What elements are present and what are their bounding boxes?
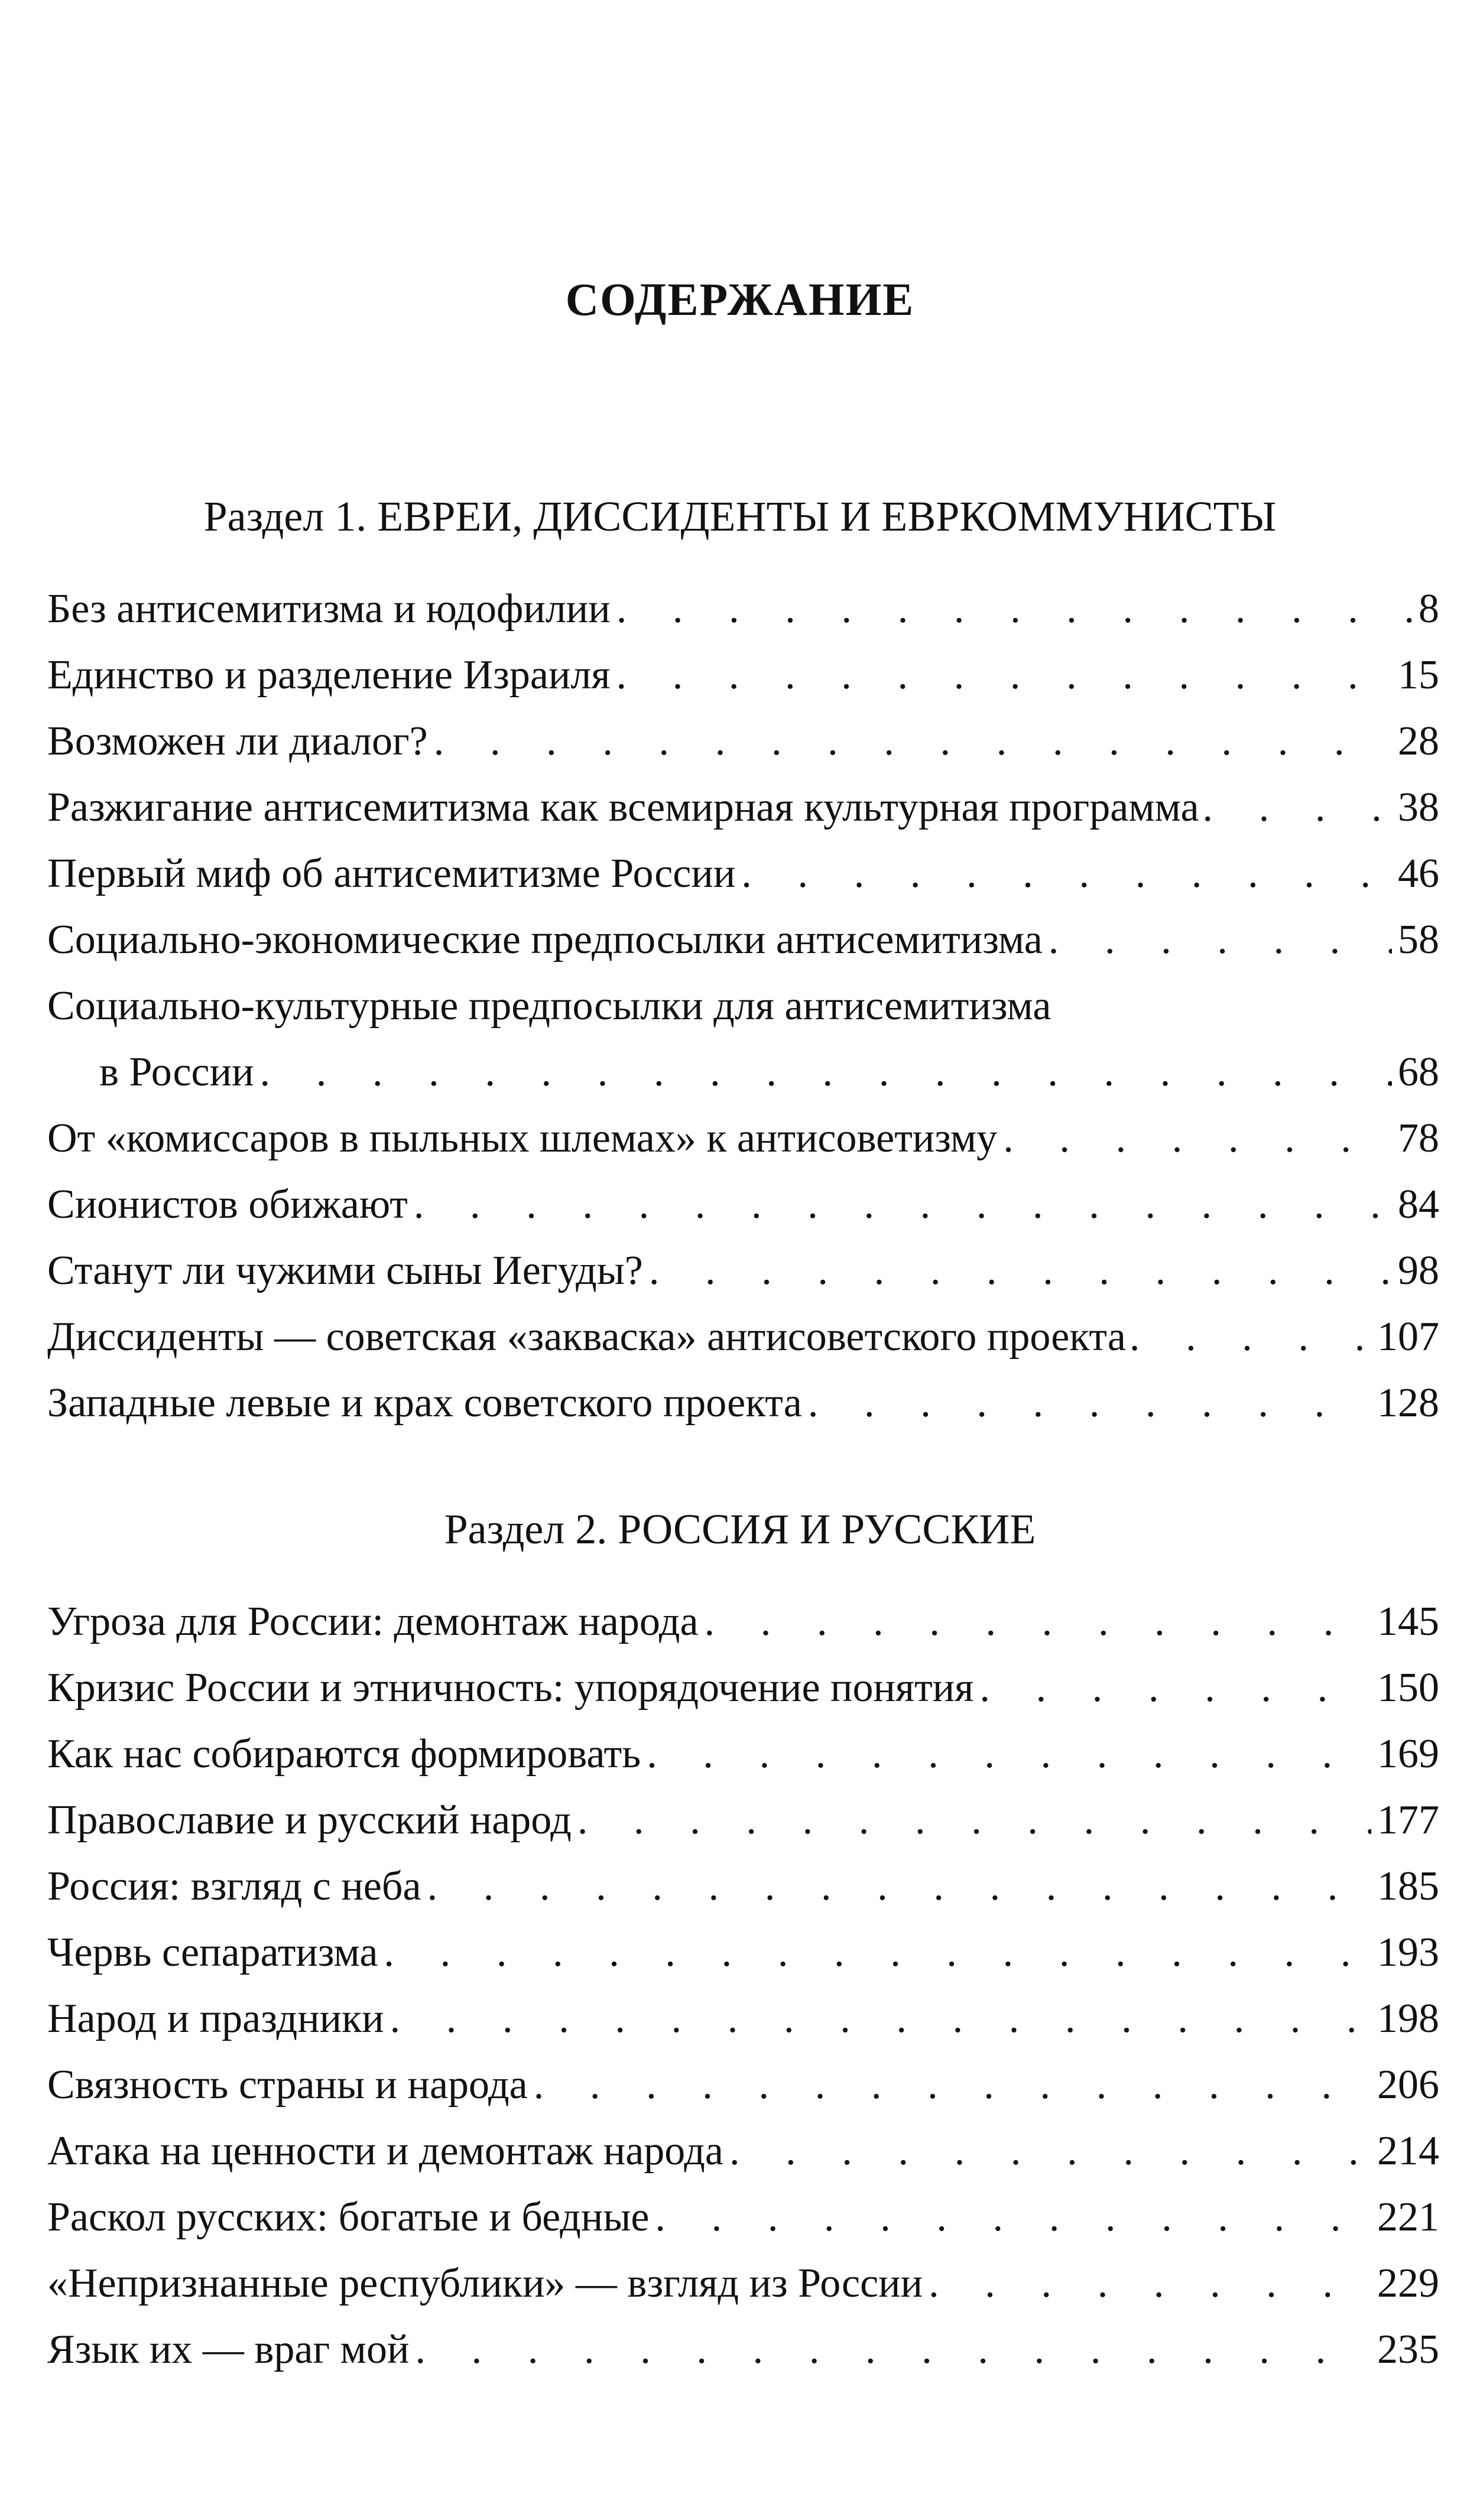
toc-entry-page: 98 [1398,1248,1439,1293]
toc-entry[interactable] [47,1866,1439,1932]
dot-leader [390,1998,1371,2040]
toc-entry-title: Единство и разделение Израиля [47,652,611,698]
toc-entry[interactable] [47,1998,1439,2064]
dot-leader [434,721,1392,762]
toc-entry[interactable] [47,2263,1439,2329]
dot-leader [1049,919,1392,961]
toc-entry-title: Угроза для России: демонтаж народа [47,1599,699,1644]
toc-entry-title: Диссиденты — советская «закваска» антисоветского проекта [47,1314,1126,1360]
toc-entry[interactable] [47,1184,1439,1250]
toc-entry[interactable] [47,1316,1439,1383]
toc-entry-title: Россия: взгляд с неба [47,1864,421,1909]
section-1-toc [47,588,1439,1449]
dot-leader [741,853,1392,895]
toc-entry-page: 145 [1377,1599,1439,1644]
toc-entry[interactable] [47,1380,1439,1449]
toc-entry[interactable] [47,1601,1439,1667]
toc-entry-title: Первый миф об антисемитизме России [47,851,736,896]
dot-leader [649,1250,1392,1292]
toc-entry[interactable] [47,1118,1439,1184]
dot-leader [534,2064,1371,2106]
toc-entry-title-line1: Социально-культурные предпосылки для антисемитизма [47,983,1051,1029]
toc-entry-title: Без антисемитизма и юдофилии [47,586,611,632]
toc-entry[interactable] [47,1797,1439,1866]
toc-entry[interactable] [47,652,1439,721]
toc-entry-page: 214 [1377,2128,1439,2174]
toc-entry-title: Сионистов обижают [47,1182,408,1227]
toc-entry-title: Западные левые и крах советского проекта [47,1380,802,1426]
toc-entry-page: 198 [1377,1996,1439,2041]
toc-entry-title: Народ и праздники [47,1996,384,2041]
toc-entry[interactable] [47,919,1439,986]
toc-entry-title: Раскол русских: богатые и бедные [47,2194,650,2240]
toc-entry-title: Язык их — враг мой [47,2327,410,2372]
toc-entry-page: 46 [1398,851,1439,896]
toc-entry-title: Как нас собираются формировать [47,1731,641,1777]
section-1-heading: Раздел 1. ЕВРЕИ, ДИССИДЕНТЫ И ЕВРКОММУНИСТЫ [203,493,1277,540]
toc-entry-page: 58 [1398,917,1439,963]
dot-leader [929,2263,1371,2304]
dot-leader [647,1734,1371,1775]
toc-entry-title: «Непризнанные республики» — взгляд из России [47,2261,923,2306]
toc-entry-title: в России [99,1049,254,1095]
toc-entry-title: Возможен ли диалог? [47,718,428,764]
toc-entry[interactable] [47,2128,1439,2197]
toc-entry-page: 128 [1377,1380,1439,1426]
dot-leader [1130,1316,1374,1358]
toc-entry-title: От «комиссаров в пыльных шлемах» к антисоветизму [47,1116,998,1161]
dot-leader [1003,1118,1392,1159]
toc-entry-page: 15 [1398,652,1439,698]
toc-entry[interactable] [47,1667,1439,1734]
toc-entry-page: 235 [1377,2327,1439,2372]
toc-entry-page: 193 [1377,1930,1439,1975]
toc-entry[interactable] [47,2064,1439,2131]
toc-entry-page: 169 [1377,1731,1439,1777]
dot-leader [808,1383,1371,1424]
dot-leader [979,1667,1371,1709]
toc-entry-title: Кризис России и этничность: упорядочение понятия [47,1665,974,1711]
toc-entry-page: 78 [1398,1116,1439,1161]
toc-entry[interactable] [47,787,1439,853]
toc-entry-page: 177 [1377,1797,1439,1843]
toc-entry-title: Социально-экономические предпосылки антисемитизма [47,917,1043,963]
toc-entry[interactable] [47,2194,1439,2263]
dot-leader [384,1932,1371,1973]
toc-entry[interactable] [47,853,1439,919]
toc-entry-title: Атака на ценности и демонтаж народа [47,2128,723,2174]
toc-entry-title: Станут ли чужими сыны Иегуды? [47,1248,643,1293]
dot-leader [655,2197,1371,2238]
toc-entry[interactable] [47,1731,1439,1800]
dot-leader [705,1601,1371,1643]
toc-entry-page: 206 [1377,2062,1439,2108]
toc-entry-page: 8 [1419,586,1439,632]
toc-entry-page: 84 [1398,1182,1439,1227]
toc-entry-title: Разжигание антисемитизма как всемирная культурная программа [47,785,1199,830]
dot-leader [415,2329,1371,2371]
toc-entry-title: Православие и русский народ [47,1797,572,1843]
toc-entry[interactable] [47,1250,1439,1316]
toc-entry-page: 28 [1398,718,1439,764]
toc-entry-page: 221 [1377,2194,1439,2240]
dot-leader [260,1052,1392,1093]
toc-entry-page: 229 [1377,2261,1439,2306]
section-2-toc [47,1601,1439,2395]
toc-entry-page: 107 [1377,1314,1439,1360]
toc-entry[interactable] [47,718,1439,787]
toc-entry-page: 185 [1377,1864,1439,1909]
toc-entry[interactable] [47,983,1439,1118]
page-title: СОДЕРЖАНИЕ [565,274,915,325]
toc-entry-page: 68 [1398,1049,1439,1095]
toc-entry[interactable] [47,588,1439,655]
dot-leader [577,1800,1371,1841]
toc-entry[interactable] [47,1932,1439,1998]
toc-entry-title: Связность страны и народа [47,2062,528,2108]
toc-entry-page: 150 [1377,1665,1439,1711]
dot-leader [729,2131,1371,2172]
dot-leader [427,1866,1371,1907]
toc-entry-title: Червь сепаратизма [47,1930,378,1975]
dot-leader [1203,787,1394,828]
dot-leader [616,588,1413,630]
section-2-heading: Раздел 2. РОССИЯ И РУССКИЕ [444,1506,1036,1553]
toc-entry-page: 38 [1398,785,1439,830]
dot-leader [616,655,1393,696]
toc-entry[interactable] [47,2329,1439,2395]
dot-leader [414,1184,1392,1225]
